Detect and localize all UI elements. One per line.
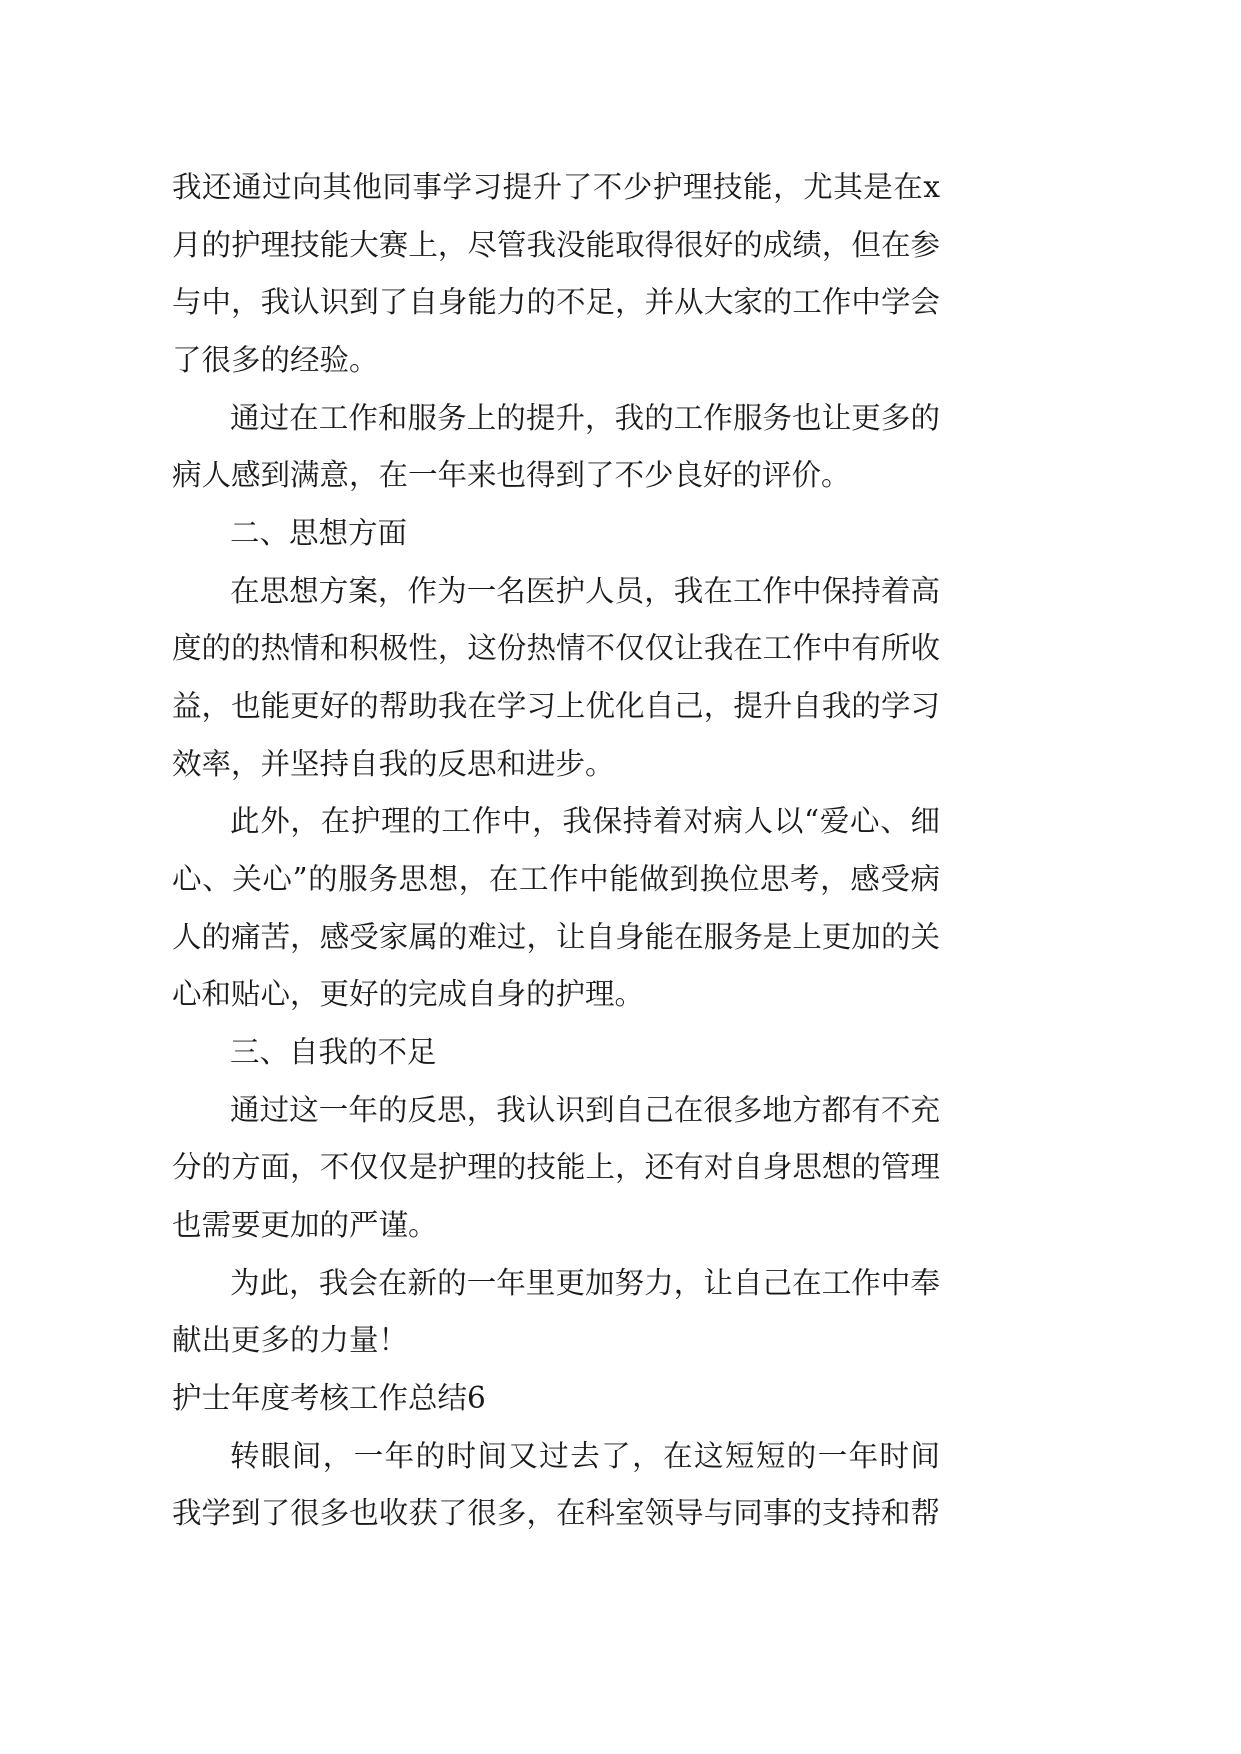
body-text-line (0, 847, 1241, 911)
body-text-line (0, 386, 1241, 450)
paragraph-first-line: 此外，在护理的工作中，我保持着对病人以“爱心、细 (230, 804, 940, 838)
body-text: 益，也能更好的帮助我在学习上优化自己，提升自我的学习 (172, 689, 940, 723)
body-text-line (0, 270, 1241, 334)
document-title-line (0, 1366, 1241, 1430)
section-heading: 三、自我的不足 (230, 1035, 437, 1069)
body-text-line (0, 789, 1241, 853)
body-text-line (0, 1135, 1241, 1199)
body-text: 月的护理技能大赛上，尽管我没能取得很好的成绩，但在参 (172, 228, 940, 262)
body-text: 度的的热情和积极性，这份热情不仅仅让我在工作中有所收 (172, 631, 940, 665)
body-text-line (0, 1078, 1241, 1142)
body-text-line (0, 732, 1241, 796)
body-text: 分的方面，不仅仅是护理的技能上，还有对自身思想的管理 (172, 1150, 940, 1184)
section-heading-line (0, 501, 1241, 565)
body-text-line (0, 1308, 1241, 1372)
paragraph-first-line: 转眼间，一年的时间又过去了，在这短短的一年时间 (230, 1439, 940, 1473)
section-heading: 二、思想方面 (230, 516, 408, 550)
body-text-line (0, 674, 1241, 738)
body-text: 我学到了很多也收获了很多，在科室领导与同事的支持和帮 (172, 1496, 940, 1530)
body-text: 心、关心”的服务思想，在工作中能做到换位思考，感受病 (172, 862, 940, 896)
body-text-line (0, 559, 1241, 623)
body-text: 人的痛苦，感受家属的难过，让自身能在服务是上更加的关 (172, 920, 940, 954)
section-heading-line (0, 1020, 1241, 1084)
paragraph-first-line: 在思想方案，作为一名医护人员，我在工作中保持着高 (230, 574, 940, 608)
body-text: 病人感到满意，在一年来也得到了不少良好的评价。 (172, 458, 851, 492)
body-text-line (0, 1251, 1241, 1315)
body-text-line (0, 155, 1241, 219)
body-text: 了很多的经验。 (172, 343, 379, 377)
body-text-line (0, 616, 1241, 680)
paragraph-first-line: 通过在工作和服务上的提升，我的工作服务也让更多的 (230, 401, 940, 435)
body-text-line (0, 962, 1241, 1026)
body-text: 我还通过向其他同事学习提升了不少护理技能，尤其是在x (172, 170, 940, 204)
body-text-line (0, 1193, 1241, 1257)
paragraph-first-line: 通过这一年的反思，我认识到自己在很多地方都有不充 (230, 1093, 940, 1127)
body-text-line (0, 328, 1241, 392)
body-text-line (0, 443, 1241, 507)
body-text-line (0, 1424, 1241, 1488)
document-title: 护士年度考核工作总结6 (172, 1381, 486, 1415)
body-text: 效率，并坚持自我的反思和进步。 (172, 747, 615, 781)
body-text-line (0, 213, 1241, 277)
body-text-line (0, 905, 1241, 969)
paragraph-first-line: 为此，我会在新的一年里更加努力，让自己在工作中奉 (230, 1266, 940, 1300)
body-text-line (0, 1481, 1241, 1545)
body-text: 献出更多的力量！ (172, 1323, 409, 1357)
body-text: 与中，我认识到了自身能力的不足，并从大家的工作中学会 (172, 285, 940, 319)
body-text: 也需要更加的严谨。 (172, 1208, 438, 1242)
body-text: 心和贴心，更好的完成自身的护理。 (172, 977, 645, 1011)
